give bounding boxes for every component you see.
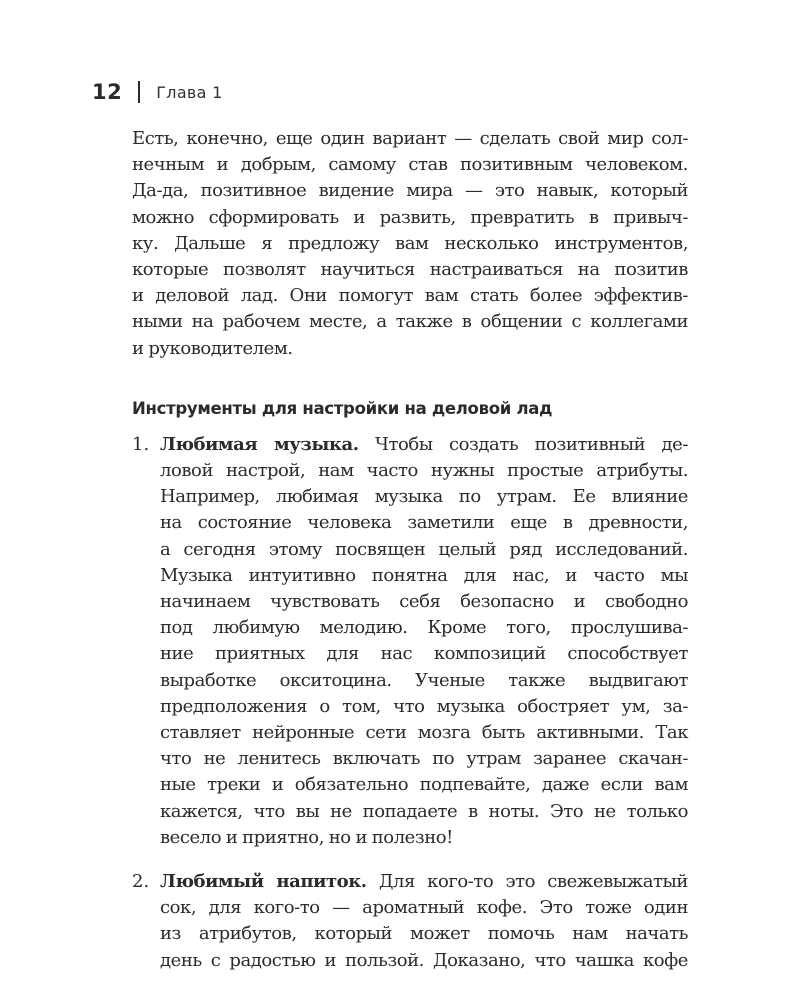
paragraph-line: из атрибутов, который может помочь нам начать [160, 923, 688, 945]
paragraph-line: начинаем чувствовать себя безопасно и свободно [160, 591, 688, 613]
list-number: 2. [132, 871, 150, 893]
list-item-text [160, 869, 688, 974]
paragraph-line: выработке окситоцина. Ученые также выдвигают [160, 669, 688, 691]
paragraph-line: ловой настрой, нам часто нужны простые атрибуты. [160, 460, 688, 482]
paragraph-line: можно сформировать и развить, превратить в привыч- [132, 206, 688, 228]
paragraph-line: и руководителем. [132, 337, 293, 359]
paragraph-line [160, 432, 688, 458]
intro-paragraph [132, 126, 688, 362]
list-item-text [160, 432, 688, 851]
chapter-label: Глава 1 [156, 82, 223, 102]
paragraph-line: Музыка интуитивно понятна для нас, и часто мы [160, 564, 688, 586]
section-heading: Инструменты для настройки на деловой лад [132, 398, 553, 418]
list-item [132, 869, 688, 974]
paragraph-line: Да-да, позитивное видение мира — это навык, который [132, 180, 688, 202]
paragraph-line: ние приятных для нас композиций способствует [160, 643, 688, 665]
item-first-line: Для кого-то это свежевыжатый [378, 871, 688, 893]
paragraph-line: что не ленитесь включать по утрам заранее скачан- [160, 748, 688, 770]
paragraph-line: Например, любимая музыка по утрам. Ее влияние [160, 486, 688, 508]
paragraph-line [160, 869, 688, 895]
page-number: 12 [92, 80, 123, 104]
paragraph-line: весело и приятно, но и полезно! [160, 826, 453, 848]
paragraph-line: предположения о том, что музыка обостряет ум, за- [160, 695, 688, 717]
paragraph-line: сок, для кого-то — ароматный кофе. Это тоже один [160, 897, 688, 919]
list-number: 1. [132, 433, 150, 455]
item-first-line: Чтобы создать позитивный де- [375, 433, 688, 455]
paragraph-line: нечным и добрым, самому став позитивным человеком. [132, 154, 688, 176]
paragraph-line: и деловой лад. Они помогут вам стать более эффектив- [132, 285, 688, 307]
header-divider [138, 81, 140, 103]
paragraph-line: ные треки и обязательно подпевайте, даже если вам [160, 774, 688, 796]
paragraph-line: кажется, что вы не попадаете в ноты. Это не только [160, 800, 688, 822]
page-header [92, 78, 223, 106]
paragraph-line: ку. Дальше я предложу вам несколько инструментов, [132, 232, 688, 254]
page-body [132, 126, 688, 992]
paragraph-line: Есть, конечно, еще один вариант — сделать свой мир сол- [132, 128, 688, 149]
paragraph-line: на состояние человека заметили еще в древности, [160, 512, 688, 534]
paragraph-line: ными на рабочем месте, а также в общении с коллегами [132, 311, 688, 333]
paragraph-line: под любимую мелодию. Кроме того, прослушива- [160, 617, 688, 639]
paragraph-line: ставляет нейронные сети мозга быть активными. Так [160, 722, 688, 744]
item-title: Любимый напиток. [160, 871, 367, 893]
paragraph-line: а сегодня этому посвящен целый ряд исследований. [160, 538, 688, 560]
tools-list [132, 432, 688, 974]
paragraph-line: день с радостью и пользой. Доказано, что чашка кофе [160, 949, 688, 971]
list-item [132, 432, 688, 851]
paragraph-line: которые позволят научиться настраиваться на позитив [132, 259, 688, 281]
item-title: Любимая музыка. [160, 433, 359, 455]
